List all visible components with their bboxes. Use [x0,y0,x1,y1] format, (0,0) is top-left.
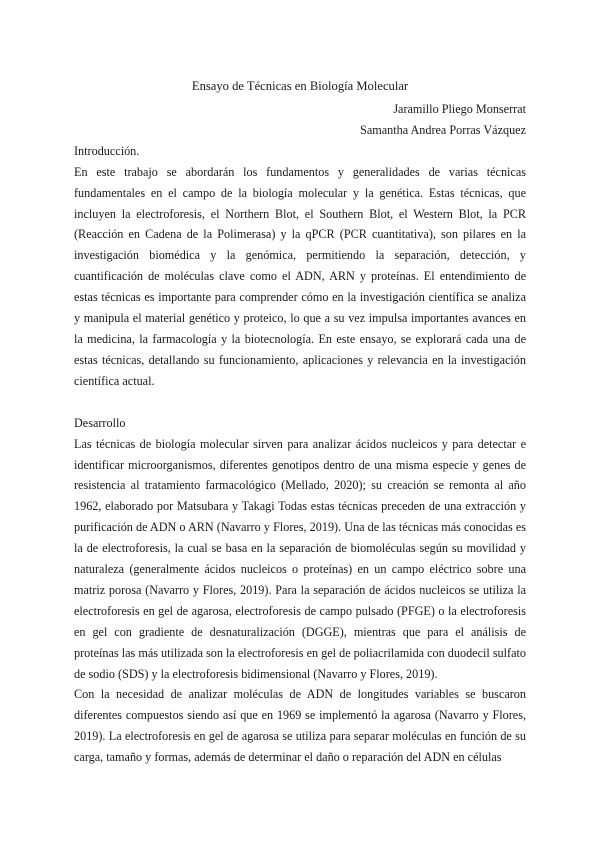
author-name: Samantha Andrea Porras Vázquez [360,122,526,137]
section-desarrollo [74,413,526,768]
section-heading: Desarrollo [74,415,126,430]
section-introduction [74,141,526,392]
document-body [74,75,526,768]
paragraph: Las técnicas de biología molecular sirven para analizar ácidos nucleicos y para detectar e identificar microorganismos, diferentes genotipos dentro de una misma especie y genes de resistencia al tratamiento farmacológico (Mellado, 2020); su creación se remonta al año 1962, elaborado por Matsubara y Takagi Todas estas técnicas preceden de una extracción y purificación de ADN o ARN (Navarro y Flores, 2019). Una de las técnicas más conocidas es la de electroforesis, la cual se basa en la separación de biomoléculas según su movilidad y naturaleza (generalmente ácidos nucleicos o proteínas) en un campo eléctrico sobre una matriz porosa (Navarro y Flores, 2019). Para la separación de ácidos nucleicos se utiliza la electroforesis en gel de agarosa, electroforesis de campo pulsado (PFGE) o la electroforesis en gel con gradiente de desnaturalización (DGGE), mientras que para el análisis de proteínas las más utilizada son la electroforesis en gel de poliacrilamida con duodecil sulfato de sodio (SDS) y la electroforesis bidimensional (Navarro y Flores, 2019). [74,436,526,681]
blank-line [74,392,526,413]
document-title: Ensayo de Técnicas en Biología Molecular [191,79,409,93]
paragraph: Con la necesidad de analizar moléculas de ADN de longitudes variables se buscaron diferentes compuestos siendo así que en 1969 se implementó la agarosa (Navarro y Flores, 2019). La electroforesis en gel de agarosa se utiliza para separar moléculas en función de su carga, tamaño y formas, además de determinar el daño o reparación del ADN en células [74,687,526,765]
paragraph: En este trabajo se abordarán los fundamentos y generalidades de varias técnicas fundamentales en el campo de la biología molecular y la genética. Estas técnicas, que incluyen la electroforesis, el Northern Blot, el Southern Blot, el Western Blot, la PCR (Reacción en Cadena de la Polimerasa) y la qPCR (PCR cuantitativa), son pilares en la investigación biomédica y la genómica, permitiendo la separación, detección, y cuantificación de moléculas clave como el ADN, ARN y proteínas. El entendimiento de estas técnicas es importante para comprender cómo en la investigación científica se analiza y manipula el material genético y proteico, lo que a su vez impulsa importantes avances en la medicina, la farmacología y la biotecnología. En este ensayo, se explorará cada una de estas técnicas, detallando su funcionamiento, aplicaciones y relevancia en la investigación científica actual. [74,164,526,388]
section-heading: Introducción. [74,143,140,158]
author-name: Jaramillo Pliego Monserrat [393,102,526,116]
